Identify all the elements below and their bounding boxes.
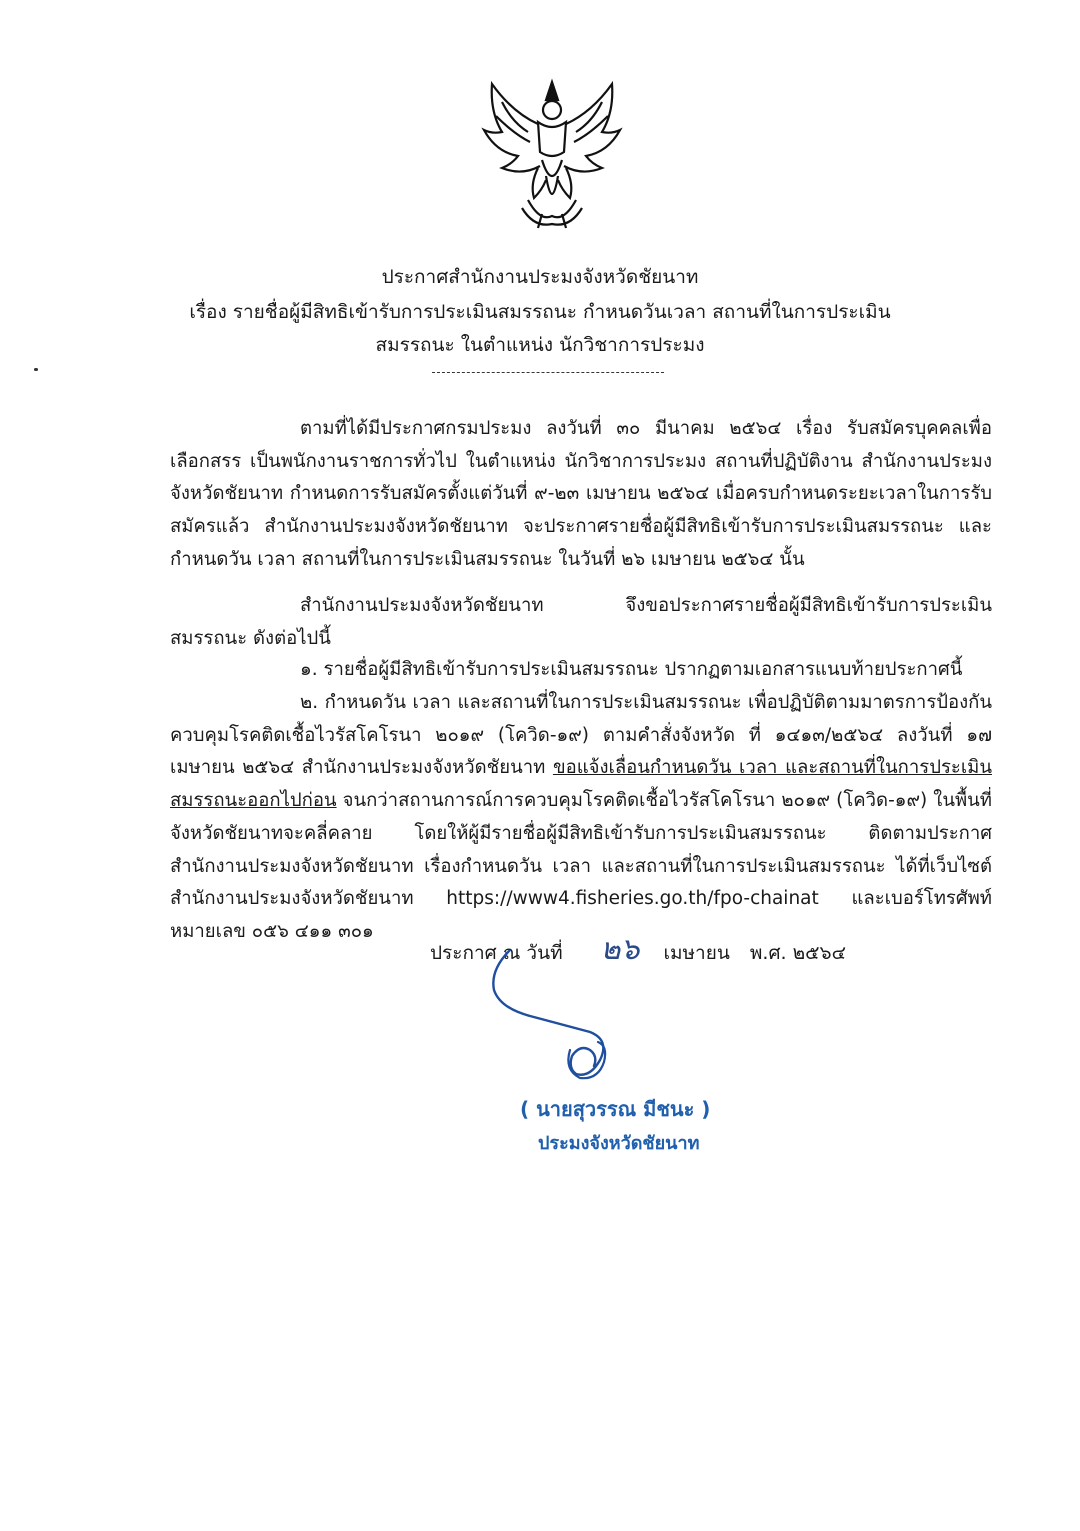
announcement-subject-cont: สมรรถนะ ในตำแหน่ง นักวิชาการประมง xyxy=(375,334,705,356)
announcement-subject: เรื่อง รายชื่อผู้มีสิทธิเข้ารับการประเมินสมรรถนะ กำหนดวันเวลา สถานที่ในการประเมิน xyxy=(189,301,891,323)
garuda-emblem-icon xyxy=(472,72,632,232)
signatory-name: ( นายสุวรรณ มีชนะ ) xyxy=(520,1097,711,1121)
speck xyxy=(34,368,38,371)
signature-icon xyxy=(480,950,640,1090)
date-prefix: ประกาศ ณ วันที่ xyxy=(430,942,563,964)
announcement-title: ประกาศสำนักงานประมงจังหวัดชัยนาท xyxy=(381,266,699,288)
paragraph-background: ตามที่ได้มีประกาศกรมประมง ลงวันที่ ๓๐ มีนาคม ๒๕๖๔ เรื่อง รับสมัครบุคคลเพื่อเลือกสรร เป็นพนักงานราชการทั่วไป ในตำแหน่ง นักวิชาการประมง สถานที่ปฏิบัติงาน สำนักงานประมงจังหวัดชัยนาท กำหนดการรับสมัครตั้งแต่วันที่ ๙-๒๓ เมษายน ๒๕๖๔ เมื่อครบกำหนดระยะเวลาในการรับสมัครแล้ว สำนักงานประมงจังหวัดชัยนาท จะประกาศรายชื่อผู้มีสิทธิเข้ารับการประเมินสมรรถนะ และกำหนดวัน เวลา สถานที่ในการประเมินสมรรถนะ ในวันที่ ๒๖ เมษายน ๒๕๖๔ นั้น xyxy=(170,418,992,570)
paragraph-announce: สำนักงานประมงจังหวัดชัยนาท จึงขอประกาศรายชื่อผู้มีสิทธิเข้ารับการประเมินสมรรถนะ ดังต่อไปนี้ xyxy=(170,595,992,649)
date-day: ๒๖ xyxy=(600,932,640,967)
title-divider xyxy=(432,372,664,373)
date-month: เมษายน xyxy=(663,942,730,964)
list-item-1: ๑. รายชื่อผู้มีสิทธิเข้ารับการประเมินสมรรถนะ ปรากฏตามเอกสารแนบท้ายประกาศนี้ xyxy=(300,659,963,680)
signatory-position: ประมงจังหวัดชัยนาท xyxy=(538,1133,700,1154)
list-item-2: ๒. กำหนดวัน เวลา และสถานที่ในการประเมินสมรรถนะ เพื่อปฏิบัติตามมาตรการป้องกัน ควบคุมโรคติดเชื้อไวรัสโคโรนา ๒๐๑๙ (โควิด-๑๙) ตามคำสั่งจังหวัด ที่ ๑๔๑๓/๒๕๖๔ ลงวันที่ ๑๗ เมษายน ๒๕๖๔ สำนักงานประมงจังหวัดชัยนาท ขอแจ้งเลื่อนกำหนดวัน เวลา และสถานที่ในการประเมินสมรรถนะออกไปก่อน จนกว่าสถานการณ์การควบคุมโรคติดเชื้อไวรัสโคโรนา ๒๐๑๙ (โควิด-๑๙) ในพื้นที่จังหวัดชัยนาทจะคลี่คลาย โดยให้ผู้มีรายชื่อผู้มีสิทธิเข้ารับการประเมินสมรรถนะ ติดตามประกาศสำนักงานประมงจังหวัดชัยนาท เรื่องกำหนดวัน เวลา และสถานที่ในการประเมินสมรรถนะ ได้ที่เว็บไซต์สำนักงานประมงจังหวัดชัยนาท https://www4.fisheries.go.th/fpo-chainat และเบอร์โทรศัพท์หมายเลข ๐๕๖ ๔๑๑ ๓๐๑ xyxy=(170,692,992,942)
date-year: พ.ศ. ๒๕๖๔ xyxy=(749,942,846,964)
postponement-notice: ขอแจ้งเลื่อนกำหนดวัน เวลา และสถานที่ในการประเมินสมรรถนะออกไปก่อน xyxy=(170,757,992,812)
